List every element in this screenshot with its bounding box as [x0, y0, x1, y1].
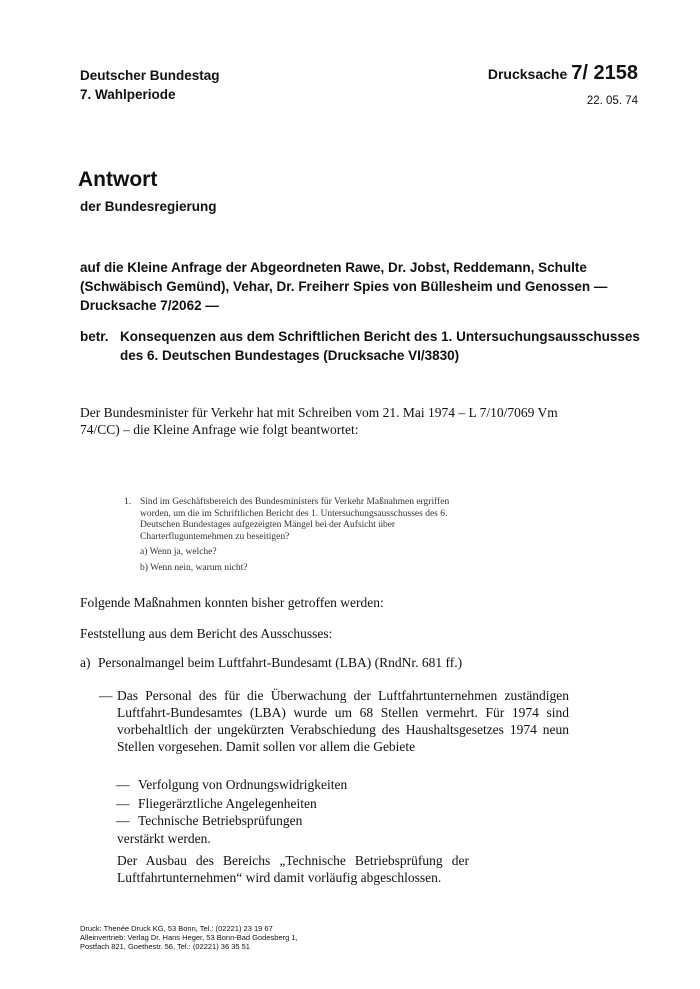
measures-intro: Folgende Maßnahmen konnten bisher getroffen werden:	[80, 595, 384, 610]
question-sub-a: a) Wenn ja, welche?	[140, 547, 217, 557]
list-item	[116, 812, 416, 829]
reinforced-text: verstärkt werden.	[117, 831, 211, 846]
question-text: Sind im Geschäftsbereich des Bundesministers für Verkehr Maßnahmen ergriffen worden, um die im Schriftlichen Bericht des 1. Untersuchungsausschusses des 6. Deutschen Bundestages aufgezeigten Mängel bei der Aufsicht über Charterfluguntemehmen zu beseitigen?	[140, 497, 450, 542]
list-item-text: Fliegerärztliche Angelegenheiten	[138, 796, 317, 811]
dash-mark: —	[99, 688, 113, 703]
imprint-footer	[80, 924, 298, 951]
page-subtitle: der Bundesregierung	[80, 199, 217, 214]
dash-paragraph	[99, 687, 569, 755]
footer-distribution: Alleinvertrieb: Verlag Dr. Hans Heger, 53 Bonn-Bad Godesberg 1,	[80, 933, 298, 942]
anfrage-reference: auf die Kleine Anfrage der Abgeordneten Rawe, Dr. Jobst, Reddemann, Schulte (Schwäbisch Gemünd), Vehar, Dr. Freiherr Spies von Büllesheim und Genossen — Drucksache 7/2062 —	[80, 260, 608, 313]
intro-paragraph: Der Bundesminister für Verkehr hat mit Schreiben vom 21. Mai 1974 – L 7/10/7069 Vm 74/CC) – die Kleine Anfrage wie folgt beantwortet:	[80, 405, 558, 437]
list-dash: —	[116, 796, 130, 811]
doc-label: Drucksache	[487, 66, 568, 82]
question-number: 1.	[124, 497, 132, 507]
footer-address: Postfach 821, Goethestr. 56, Tel.: (02221) 36 35 51	[80, 942, 250, 951]
institution-name: Deutscher Bundestag	[80, 68, 220, 83]
page-title: Antwort	[78, 168, 158, 191]
question-block	[124, 497, 464, 574]
document-header-right	[488, 62, 638, 107]
list-dash: —	[116, 777, 130, 792]
subject-block	[80, 327, 650, 365]
doc-number: 7/ 2158	[571, 62, 638, 84]
finding-intro: Feststellung aus dem Bericht des Ausschusses:	[80, 626, 333, 641]
doc-date: 22. 05. 74	[586, 95, 638, 107]
subject-text: Konsequenzen aus dem Schriftlichen Bericht des 1. Untersuchungsausschusses des 6. Deutschen Bundestages (Drucksache VI/3830)	[120, 329, 640, 363]
list-item	[116, 776, 416, 793]
document-header-left	[80, 66, 220, 104]
list-item	[116, 795, 416, 812]
list-dash: —	[116, 813, 130, 828]
list-item-text: Technische Betriebsprüfungen	[138, 813, 303, 828]
item-a-text: Personalmangel beim Luftfahrt-Bundesamt (LBA) (RndNr. 681 ff.)	[98, 655, 463, 670]
legislative-period: 7. Wahlperiode	[80, 87, 176, 102]
item-a-label: a)	[80, 655, 91, 670]
dash-paragraph-text: Das Personal des für die Überwachung der Luftfahrtunternehmen zuständigen Luftfahrt-Bundesamtes (LBA) wurde um 68 Stellen vermehrt. Für 1974 sind vorbehaltlich der ungekürzten Verabschiedung des Haushaltsgesetzes 1974 neun Stellen vorgesehen. Damit sollen vor allem die Gebiete	[117, 688, 569, 754]
list-item-text: Verfolgung von Ordnungswidrigkeiten	[138, 777, 348, 792]
footer-print: Druck: Thenée Druck KG, 53 Bonn, Tel.: (02221) 23 19 67	[80, 924, 273, 933]
subject-label: betr.	[80, 329, 109, 344]
question-sub-b: b) Wenn nein, warum nicht?	[140, 562, 248, 573]
expansion-paragraph: Der Ausbau des Bereichs „Technische Betriebsprüfung der Luftfahrtunternehmen“ wird damit vorläufig abgeschlossen.	[117, 853, 469, 885]
